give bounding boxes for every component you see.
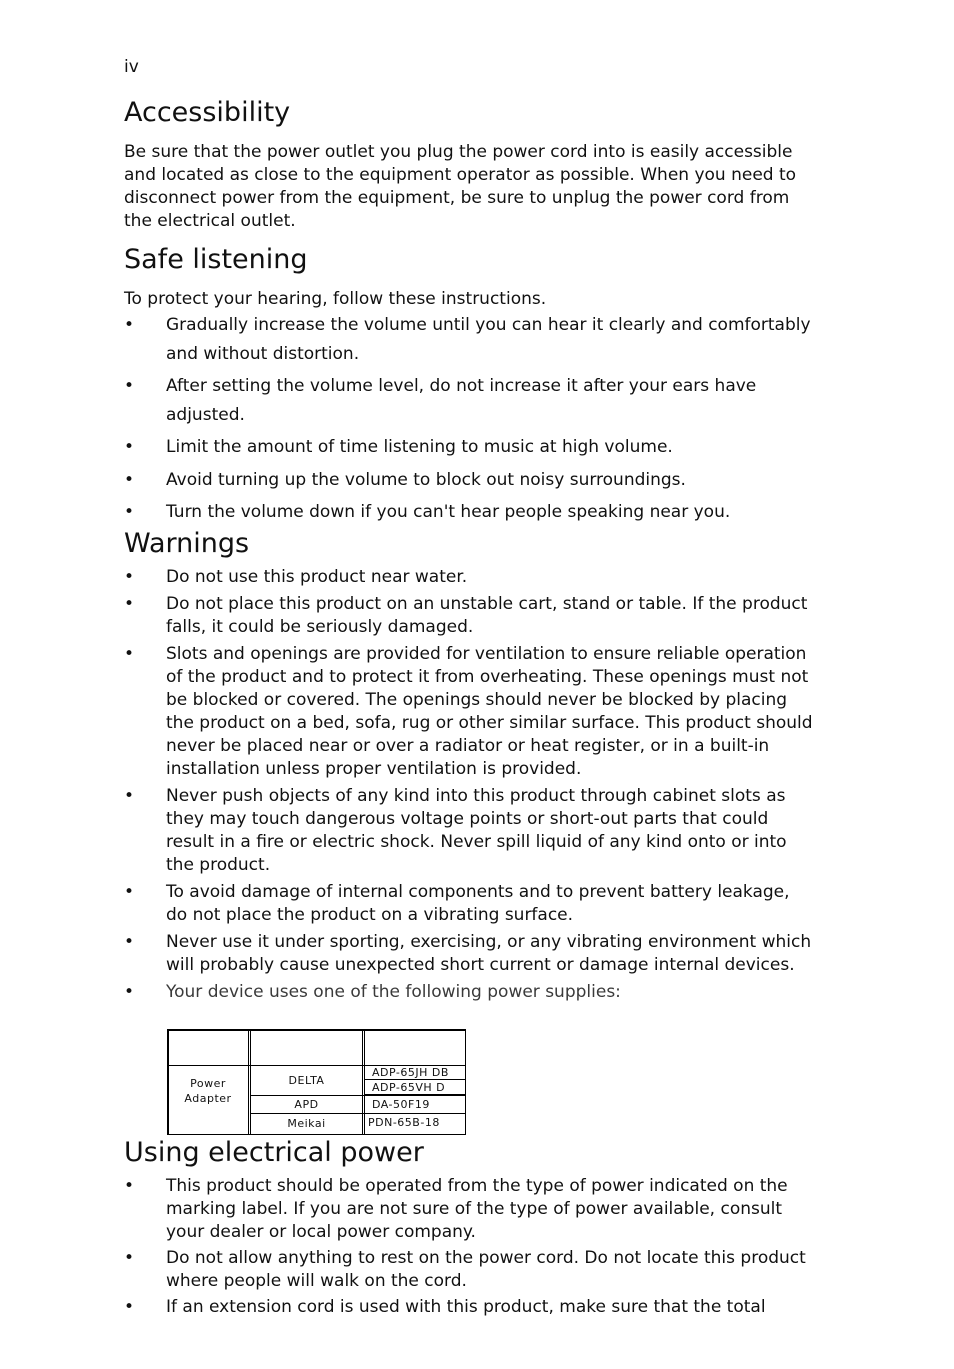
safe-listening-list [124, 311, 814, 530]
safe-listening-heading: Safe listening [124, 244, 308, 275]
list-item: • To avoid damage of internal components and to prevent battery leakage, do not place the product on a vibrating surface. [124, 882, 790, 925]
bullet-icon: • [124, 470, 135, 490]
model-pdn-65b-18: PDN-65B-18 [368, 1116, 440, 1129]
safe-listening-intro: To protect your hearing, follow these instructions. [124, 289, 547, 309]
page-number: iv [124, 57, 139, 77]
model-adp-65jh-db: ADP-65JH DB [372, 1066, 449, 1079]
bullet-icon: • [124, 1297, 135, 1317]
list-item: • If an extension cord is used with this product, make sure that the total [124, 1297, 766, 1317]
list-item: • Your device uses one of the following power supplies: [124, 982, 621, 1002]
list-item: • After setting the volume level, do not increase it after your ears have adjusted. [124, 372, 814, 430]
list-item: • This product should be operated from the type of power indicated on the marking label. If you are not sure of the type of power available, consult your dealer or local power company. [124, 1176, 788, 1242]
electrical-list [124, 1175, 814, 1322]
vendor-meikai: Meikai [287, 1117, 326, 1130]
list-item: • Do not use this product near water. [124, 567, 468, 587]
accessibility-heading: Accessibility [124, 97, 291, 128]
bullet-icon: • [124, 437, 135, 457]
list-item: • Gradually increase the volume until you can hear it clearly and comfortably and without distortion. [124, 311, 814, 369]
vendor-apd: APD [294, 1098, 319, 1111]
bullet-icon: • [124, 982, 135, 1002]
bullet-icon: • [124, 594, 135, 614]
bullet-icon: • [124, 1248, 135, 1268]
bullet-icon: • [124, 882, 135, 902]
bullet-icon: • [124, 502, 135, 522]
list-item: • Do not place this product on an unstable cart, stand or table. If the product falls, it could be seriously damaged. [124, 594, 808, 637]
bullet-icon: • [124, 644, 135, 664]
bullet-icon: • [124, 1176, 135, 1196]
model-da-50f19: DA-50F19 [372, 1098, 430, 1111]
list-item: • Slots and openings are provided for ventilation to ensure reliable operation of the product and to protect it from overheating. These openings must not be blocked or covered. The openings should never be blocked by placing the product on a bed, sofa, rug or other similar surface. This product should never be placed near or over a radiator or heat register, or in a built-in installation unless proper ventilation is provided. [124, 644, 813, 779]
list-item: • Do not allow anything to rest on the power cord. Do not locate this product where people will walk on the cord. [124, 1248, 806, 1291]
bullet-icon: • [124, 932, 135, 952]
list-item: • Avoid turning up the volume to block out noisy surroundings. [124, 466, 814, 495]
power-supply-table [167, 1029, 466, 1135]
list-item: • Turn the volume down if you can't hear people speaking near you. [124, 498, 814, 527]
list-item: • Never use it under sporting, exercising, or any vibrating environment which will probably cause unexpected short current or damage internal devices. [124, 932, 812, 975]
warnings-list [124, 566, 814, 1008]
accessibility-text: Be sure that the power outlet you plug the power cord into is easily accessible and located as close to the equipment operator as possible. When you need to disconnect power from the equipment, be sure to unplug the power cord from the electrical outlet. [124, 142, 797, 231]
list-item: • Never push objects of any kind into this product through cabinet slots as they may touch dangerous voltage points or short-out parts that could result in a fire or electric shock. Never spill liquid of any kind onto or into the product. [124, 786, 787, 875]
electrical-heading: Using electrical power [124, 1137, 424, 1168]
list-item: • Limit the amount of time listening to music at high volume. [124, 433, 814, 462]
warnings-heading: Warnings [124, 528, 250, 559]
bullet-icon: • [124, 567, 135, 587]
bullet-icon: • [124, 376, 135, 396]
bullet-icon: • [124, 315, 135, 335]
vendor-delta: DELTA [288, 1074, 325, 1087]
model-adp-65vh-d: ADP-65VH D [372, 1081, 446, 1094]
bullet-icon: • [124, 786, 135, 806]
power-adapter-label: Power Adapter [184, 1077, 232, 1105]
